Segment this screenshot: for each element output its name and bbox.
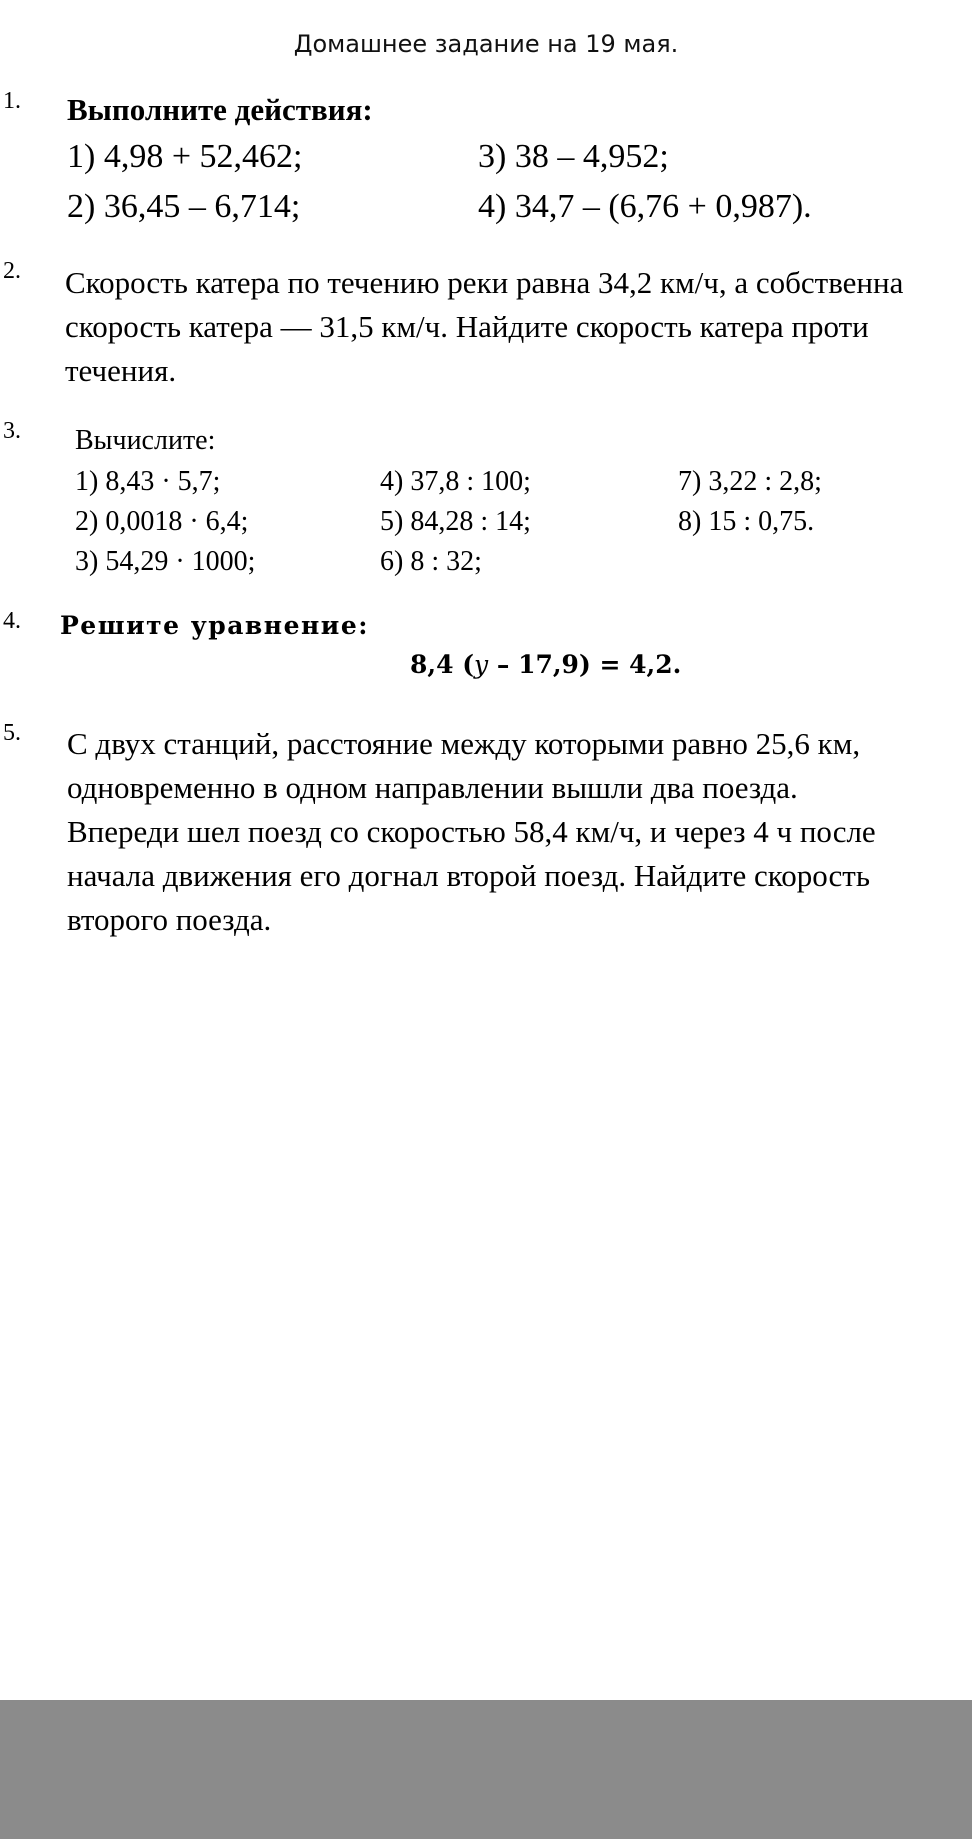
task-heading: Вычислите: <box>75 425 216 456</box>
task-text-line: течения. <box>65 353 177 388</box>
expression: 3) 54,29 · 1000; <box>75 546 256 577</box>
equation <box>410 650 681 679</box>
task-text-line: Впереди шел поезд со скоростью 58,4 км/ч, и через 4 ч после <box>67 814 876 849</box>
expression: 3) 38 – 4,952; <box>478 138 669 175</box>
page-title: Домашнее задание на 19 мая. <box>293 30 679 58</box>
task-text-line: С двух станций, расстояние между которыми равно 25,6 км, <box>67 726 861 761</box>
task-number: 5. <box>3 720 21 746</box>
task-number: 4. <box>3 608 21 634</box>
bottom-bar <box>0 1700 972 1839</box>
equation-left: 8,4 ( <box>410 650 475 679</box>
task-number: 1. <box>3 88 21 114</box>
equation-variable: y <box>474 650 489 679</box>
task-heading: Выполните действия: <box>67 92 373 127</box>
task-text-line: одновременно в одном направлении вышли два поезда. <box>67 770 798 805</box>
expression: 8) 15 : 0,75. <box>678 506 815 537</box>
expression: 2) 36,45 – 6,714; <box>67 188 301 225</box>
expression: 7) 3,22 : 2,8; <box>678 466 822 497</box>
equation-right: – 17,9) = 4,2. <box>488 650 682 679</box>
task-text-line: скорость катера — 31,5 км/ч. Найдите скорость катера проти <box>65 309 869 344</box>
expression: 5) 84,28 : 14; <box>380 506 531 537</box>
task-number: 2. <box>3 258 21 284</box>
task-text-line: Скорость катера по течению реки равна 34,2 км/ч, а собственна <box>65 265 904 300</box>
task-text-line: начала движения его догнал второй поезд. Найдите скорость <box>67 858 870 893</box>
task-text-line: второго поезда. <box>67 902 272 937</box>
expression: 1) 4,98 + 52,462; <box>67 138 303 175</box>
expression: 2) 0,0018 · 6,4; <box>75 506 249 537</box>
expression: 1) 8,43 · 5,7; <box>75 466 221 497</box>
task-number: 3. <box>3 418 21 444</box>
expression: 6) 8 : 32; <box>380 546 482 577</box>
expression: 4) 34,7 – (6,76 + 0,987). <box>478 188 812 225</box>
task-heading: Решите уравнение: <box>60 611 369 640</box>
expression: 4) 37,8 : 100; <box>380 466 531 497</box>
